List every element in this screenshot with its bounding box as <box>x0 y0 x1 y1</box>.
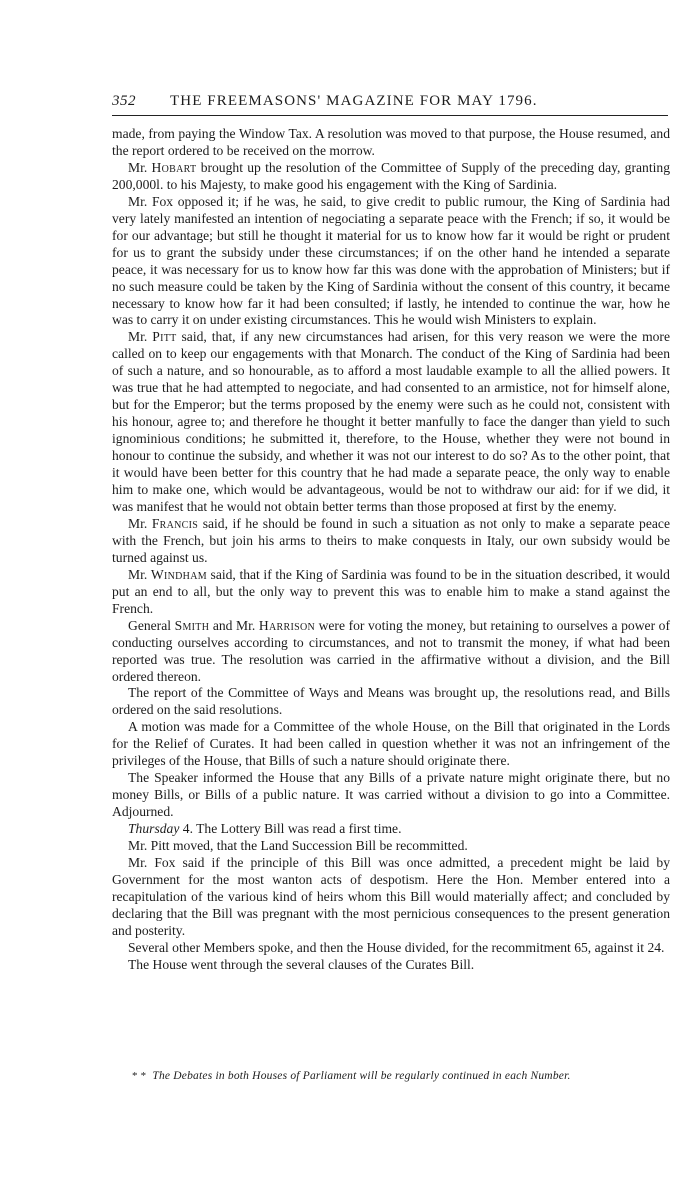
paragraph-smith-harrison: General Smith and Mr. Harrison were for voting the money, but retaining to ourselves a power of conducting ourselves according to circumstances, and not to transmit the money, if what had been reported was true. The resolution was carried in the affirmative without a division, and the Bill ordered thereon. <box>112 617 671 684</box>
paragraph-francis: Mr. Francis said, if he should be found in such a situation as not only to make a separate peace with the French, but join his arms to theirs to make conquests in Italy, our own subsidy would be turned against us. <box>112 515 670 565</box>
footnote-text: The Debates in both Houses of Parliament will be regularly continued in each Number. <box>152 1070 571 1082</box>
paragraph-pitt: Mr. Pitt said, that, if any new circumstances had arisen, for this very reason we were the more called on to keep our engagements with that Monarch. The conduct of the King of Sardinia had been of such a nature, and so honourable, as to afford a most laudable example to all the allied powers. It was true that he had attempted to negociate, and had consented to an armistice, not for himself alone, but for the Emperor; but the terms proposed by the enemy were such as he could not, consistent with his honour, agree to; and therefore he thought it better manfully to face the danger than yield to such ignominious conditions; he submitted it, therefore, to the House, whether they were not bound in honour to continue the subsidy, and whether it was not our interest to do so? As to the other point, that it would have been better for this country that he had made a separate peace, the only way to enable him to make one, which would be advantageous, would be not to withdraw our aid: for if we did, it was manifest that he would not obtain better terms than those proposed at first by the enemy. <box>112 329 670 514</box>
speaker-name: Windham <box>150 566 207 582</box>
speaker-name: Francis <box>151 515 199 531</box>
paragraph-curates-bill: The House went through the several clauses of the Curates Bill. <box>128 956 475 972</box>
paragraph-speaker: The Speaker informed the House that any Bills of a private nature might originate there, but no money Bills, or Bills of a public nature. It was carried without a division to go into a Committee. Adjourned. <box>112 770 670 820</box>
paragraph-windham: Mr. Windham said, that if the King of Sardinia was found to be in the situation described, it would put an end to all, but the only way to prevent this was to enable him to make a stand against the French. <box>112 566 670 616</box>
page-header <box>112 91 668 116</box>
paragraph-fox-principle: Mr. Fox said if the principle of this Bill was once admitted, a precedent might be laid by Government for the most wanton acts of despotism. Here the Hon. Member entered into a recapitulation of the various kind of heirs whom this Bill would materially affect; and concluded by declaring that the Bill was pregnant with the most pernicious consequences to the present generation and posterity. <box>112 854 670 938</box>
paragraph-land-succession: Mr. Pitt moved, that the Land Succession Bill be recommitted. <box>128 838 468 854</box>
paragraph-hobart: Mr. Hobart brought up the resolution of the Committee of Supply of the preceding day, granting 200,000l. to his Majesty, to make good his engagement with the King of Sardinia. <box>112 159 670 192</box>
date-heading: Thursday <box>128 821 180 837</box>
speaker-name: Smith <box>174 617 210 633</box>
speaker-name: Hobart <box>151 159 197 175</box>
paragraph-window-tax: made, from paying the Window Tax. A resolution was moved to that purpose, the House resumed, and the report ordered to be received on the morrow. <box>112 126 670 158</box>
paragraph-thursday: Thursday 4. The Lottery Bill was read a first time. <box>128 821 402 837</box>
running-title: THE FREEMASONS' MAGAZINE FOR MAY 1796. <box>170 93 538 109</box>
paragraph-fox: Mr. Fox opposed it; if he was, he said, to give credit to public rumour, the King of Sardinia had very lately manifested an intention of negociating a separate peace with the French; if so, it would be for our advantage; but still he thought it material for us to know how far it would be right or prudent for us to grant the subsidy under these circumstances; if on the other hand he intended a separate peace, it was necessary for us to know how far this was done with the approbation of Ministers; but if no such measure could be taken by the King of Sardinia without the consent of this country, it became necessary to know how far it had been consulted; if lastly, he intended to continue the war, how he was to carry it on under existing circumstances. This he would wish Ministers to explain. <box>112 193 670 328</box>
asterism-icon: * * <box>132 1070 147 1082</box>
speaker-name: Fox <box>151 193 174 209</box>
speaker-name: Pitt <box>152 329 177 345</box>
speaker-name: Harrison <box>258 617 315 633</box>
footnote <box>132 1070 672 1082</box>
paragraph-division: Several other Members spoke, and then the House divided, for the recommitment 65, against it 24. <box>128 939 665 955</box>
page-number: 352 <box>112 93 136 109</box>
paragraph-ways-and-means: The report of the Committee of Ways and Means was brought up, the resolutions read, and Bills ordered on the said resolutions. <box>112 685 670 718</box>
paragraph-curates-motion: A motion was made for a Committee of the whole House, on the Bill that originated in the Lords for the Relief of Curates. It had been called in question whether it was not an infringement of the privileges of the House, that Bills of such a nature should originate there. <box>112 719 670 769</box>
article-body <box>112 126 670 974</box>
